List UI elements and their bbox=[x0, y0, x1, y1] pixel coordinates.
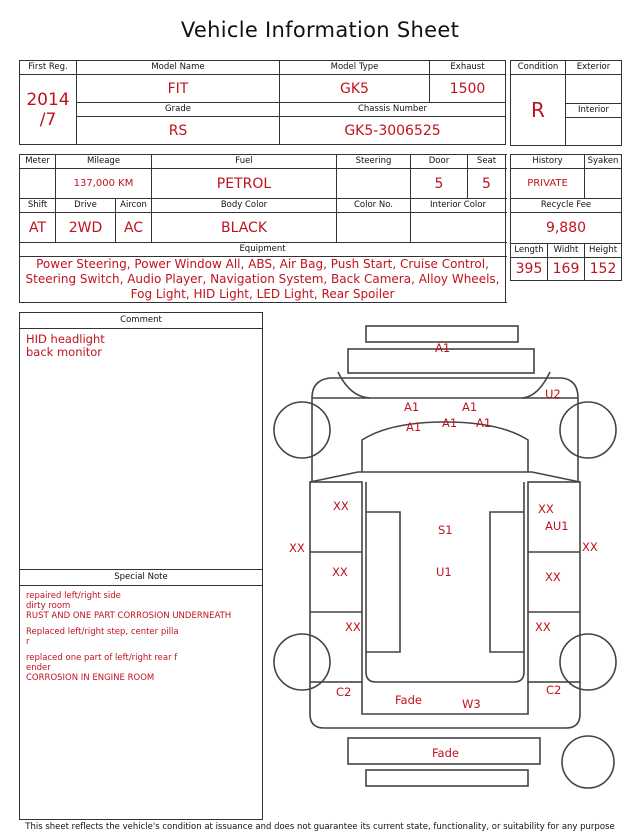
mark-roof: S1 bbox=[438, 523, 453, 537]
steering-label: Steering bbox=[337, 155, 411, 169]
history-value: PRIVATE bbox=[511, 169, 585, 199]
recycle-fee-value: 9,880 bbox=[511, 213, 622, 244]
width-value: 169 bbox=[548, 258, 585, 281]
fuel-value: PETROL bbox=[152, 169, 337, 199]
mark-hood: A1 bbox=[435, 341, 451, 355]
mark-trunk: Fade bbox=[395, 693, 422, 707]
mileage-value: 137,000 KM bbox=[56, 169, 152, 199]
drive-value: 2WD bbox=[56, 213, 116, 243]
mark-quarter-left: XX bbox=[345, 620, 361, 634]
mark-windshield-left: A1 bbox=[406, 420, 422, 434]
length-label: Length bbox=[511, 244, 548, 258]
front-bumper-shape bbox=[366, 326, 518, 342]
interior-label: Interior bbox=[566, 104, 622, 118]
mark-front-door-right-2: AU1 bbox=[545, 519, 569, 533]
tire-rear-right bbox=[560, 634, 616, 690]
mark-door-rear-right: XX bbox=[545, 570, 561, 584]
car-damage-diagram bbox=[270, 322, 620, 792]
history-table bbox=[510, 154, 622, 281]
rear-bumper-lower bbox=[366, 770, 528, 786]
cabin-top-line bbox=[310, 472, 580, 482]
first-reg-value bbox=[20, 75, 77, 145]
first-reg-month: /7 bbox=[39, 109, 57, 130]
exterior-label: Exterior bbox=[566, 61, 622, 75]
special-note-item: replaced one part of left/right rear f ender CORROSION IN ENGINE ROOM bbox=[26, 653, 178, 683]
steering-value bbox=[337, 169, 411, 199]
mark-fender-front-left: A1 bbox=[404, 400, 420, 414]
mark-windshield-right: A1 bbox=[476, 416, 492, 430]
mark-door-front-left: XX bbox=[333, 499, 349, 513]
mark-quarter-right: XX bbox=[535, 620, 551, 634]
tire-front-right bbox=[560, 402, 616, 458]
vehicle-info-table bbox=[19, 60, 506, 145]
aircon-value: AC bbox=[116, 213, 152, 243]
chassis-label: Chassis Number bbox=[280, 103, 506, 117]
grade-value: RS bbox=[77, 117, 280, 145]
exhaust-value: 1500 bbox=[430, 75, 506, 103]
syaken-label: Syaken bbox=[585, 155, 622, 169]
condition-label: Condition bbox=[511, 61, 566, 75]
color-no-label: Color No. bbox=[337, 199, 411, 213]
comment-line: HID headlight bbox=[26, 332, 105, 346]
first-reg-label: First Reg. bbox=[20, 61, 77, 75]
fuel-label: Fuel bbox=[152, 155, 337, 169]
mark-door-front-right: XX bbox=[538, 502, 554, 516]
aircon-label: Aircon bbox=[116, 199, 152, 213]
height-label: Height bbox=[585, 244, 622, 258]
model-name-value: FIT bbox=[77, 75, 280, 103]
interior-color-label: Interior Color bbox=[411, 199, 506, 213]
comment-header: Comment bbox=[20, 313, 262, 329]
sheet-title: Vehicle Information Sheet bbox=[180, 18, 460, 42]
mark-windshield-center: A1 bbox=[442, 416, 458, 430]
shift-value: AT bbox=[20, 213, 56, 243]
mark-door-rear-left: XX bbox=[332, 565, 348, 579]
syaken-value bbox=[585, 169, 622, 199]
length-value: 395 bbox=[511, 258, 548, 281]
exhaust-label: Exhaust bbox=[430, 61, 506, 75]
special-note-header: Special Note bbox=[20, 569, 262, 586]
special-note-item: repaired left/right side dirty room RUST AND ONE PART CORROSION UNDERNEATH bbox=[26, 591, 232, 621]
seat-label: Seat bbox=[468, 155, 506, 169]
history-label: History bbox=[511, 155, 585, 169]
comment-box bbox=[19, 312, 263, 820]
comment-line: back monitor bbox=[26, 345, 102, 359]
grade-label: Grade bbox=[77, 103, 280, 117]
mark-roof-rear: U1 bbox=[436, 565, 452, 579]
mark-pillar-right: XX bbox=[582, 540, 598, 554]
exterior-value bbox=[566, 75, 622, 104]
mark-tire-front-right: U2 bbox=[545, 387, 561, 401]
spare-tire bbox=[562, 736, 614, 788]
tire-front-left bbox=[274, 402, 330, 458]
mark-pillar-left: XX bbox=[289, 541, 305, 555]
specs-table bbox=[19, 154, 506, 303]
shift-label: Shift bbox=[20, 199, 56, 213]
meter-value bbox=[20, 169, 56, 199]
body-color-label: Body Color bbox=[152, 199, 337, 213]
mark-fender-front-right: A1 bbox=[462, 400, 478, 414]
headlight-outline bbox=[338, 372, 550, 398]
model-type-value: GK5 bbox=[280, 75, 430, 103]
mileage-label: Mileage bbox=[56, 155, 152, 169]
model-type-label: Model Type bbox=[280, 61, 430, 75]
interior-value bbox=[566, 118, 622, 146]
comment-text bbox=[20, 329, 262, 569]
tire-rear-left bbox=[274, 634, 330, 690]
height-value: 152 bbox=[585, 258, 622, 281]
color-no-value bbox=[337, 213, 411, 243]
chassis-value: GK5-3006525 bbox=[280, 117, 506, 145]
interior-color-value bbox=[411, 213, 506, 243]
rear-glass-outline bbox=[362, 682, 528, 714]
special-note-text bbox=[20, 586, 262, 694]
mark-rear-bumper: Fade bbox=[432, 746, 459, 760]
door-value: 5 bbox=[411, 169, 468, 199]
disclaimer-footer: This sheet reflects the vehicle's condition at issuance and does not guarantee its current state, functionality, or suitability for any purpose bbox=[25, 822, 615, 832]
special-note-item: Replaced left/right step, center pilla r bbox=[26, 627, 179, 647]
equipment-value: Power Steering, Power Window All, ABS, Air Bag, Push Start, Cruise Control, Steering Switch, Audio Player, Navigation System, Back Camera, Alloy Wheels, Fog Light, HID Light, LED Light, Rear Spoiler bbox=[20, 257, 506, 303]
width-label: Widht bbox=[548, 244, 585, 258]
recycle-fee-label: Recycle Fee bbox=[511, 199, 622, 213]
drive-label: Drive bbox=[56, 199, 116, 213]
meter-label: Meter bbox=[20, 155, 56, 169]
mark-rear-glass: W3 bbox=[462, 697, 481, 711]
mark-rear-left: C2 bbox=[336, 685, 352, 699]
condition-value: R bbox=[511, 75, 566, 146]
equipment-label: Equipment bbox=[20, 243, 506, 257]
hood-outline bbox=[312, 378, 578, 398]
condition-table bbox=[510, 60, 622, 146]
model-name-label: Model Name bbox=[77, 61, 280, 75]
door-label: Door bbox=[411, 155, 468, 169]
seat-value: 5 bbox=[468, 169, 506, 199]
body-color-value: BLACK bbox=[152, 213, 337, 243]
first-reg-year: 2014 bbox=[26, 89, 70, 110]
mark-rear-right: C2 bbox=[546, 683, 562, 697]
